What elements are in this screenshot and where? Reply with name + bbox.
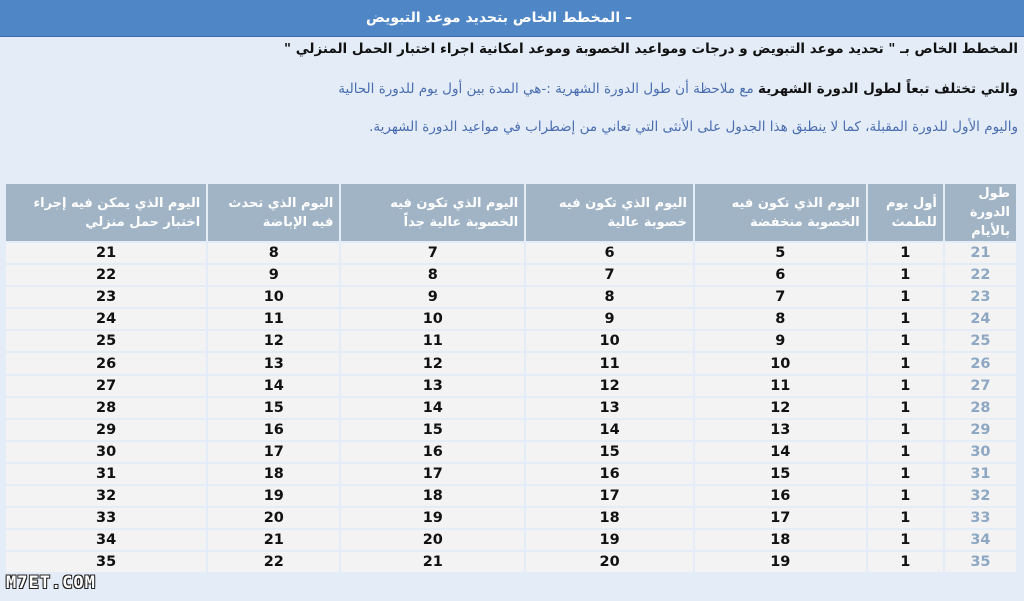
table-cell: 20 (341, 530, 524, 550)
table-row (6, 486, 1016, 506)
table-cell: 35 (945, 552, 1016, 572)
table-cell: 13 (341, 376, 524, 396)
table-cell: 9 (695, 331, 866, 351)
table-row (6, 287, 1016, 307)
table-cell: 1 (868, 287, 943, 307)
table-cell: 12 (526, 376, 693, 396)
table-cell: 21 (208, 530, 339, 550)
table-cell: 28 (945, 398, 1016, 418)
table-cell: 26 (6, 353, 206, 373)
table-cell: 1 (868, 265, 943, 285)
header-first-day: أول يوم للطمث (868, 184, 943, 241)
table-cell: 9 (341, 287, 524, 307)
table-cell: 1 (868, 398, 943, 418)
table-cell: 33 (945, 508, 1016, 528)
table-cell: 23 (945, 287, 1016, 307)
table-row (6, 353, 1016, 373)
table-cell: 5 (695, 243, 866, 263)
table-cell: 32 (945, 486, 1016, 506)
header-ovulation-day: اليوم الذي تحدث فيه الإباضة (208, 184, 339, 241)
table-cell: 6 (526, 243, 693, 263)
table-cell: 12 (208, 331, 339, 351)
intro-line-2-bold: والتي تختلف تبعاً لطول الدورة الشهرية (758, 81, 1018, 97)
table-cell: 31 (945, 464, 1016, 484)
table-cell: 33 (6, 508, 206, 528)
table-cell: 24 (945, 309, 1016, 329)
table-cell: 1 (868, 530, 943, 550)
page-header (0, 0, 1024, 37)
table-cell: 7 (341, 243, 524, 263)
table-cell: 13 (208, 353, 339, 373)
table-row (6, 464, 1016, 484)
table-row (6, 442, 1016, 462)
table-cell: 8 (695, 309, 866, 329)
table-cell: 17 (526, 486, 693, 506)
table-cell: 11 (695, 376, 866, 396)
intro-text (6, 38, 1018, 136)
table-cell: 35 (6, 552, 206, 572)
table-cell: 8 (526, 287, 693, 307)
table-body (6, 243, 1016, 572)
table-cell: 7 (695, 287, 866, 307)
table-cell: 10 (341, 309, 524, 329)
table-cell: 14 (695, 442, 866, 462)
table-cell: 1 (868, 331, 943, 351)
table-cell: 19 (695, 552, 866, 572)
table-cell: 13 (526, 398, 693, 418)
table-cell: 1 (868, 486, 943, 506)
table-cell: 18 (695, 530, 866, 550)
table-cell: 30 (6, 442, 206, 462)
table-cell: 18 (526, 508, 693, 528)
table-cell: 1 (868, 552, 943, 572)
table-cell: 15 (208, 398, 339, 418)
table-row (6, 376, 1016, 396)
table-cell: 6 (695, 265, 866, 285)
table-row (6, 309, 1016, 329)
table-cell: 17 (208, 442, 339, 462)
table-cell: 16 (341, 442, 524, 462)
intro-line-1: المخطط الخاص بـ " تحديد موعد التبويض و درجات ومواعيد الخصوبة وموعد امكانية اجراء اختبار الحمل المنزلي " (284, 41, 1018, 57)
table-cell: 8 (341, 265, 524, 285)
header-high-fertility: اليوم الذي تكون فيه خصوبة عالية (526, 184, 693, 241)
table-cell: 22 (945, 265, 1016, 285)
table-cell: 34 (945, 530, 1016, 550)
table-row (6, 530, 1016, 550)
table-cell: 27 (945, 376, 1016, 396)
header-title: – المخطط الخاص بتحديد موعد التبويض (366, 10, 632, 26)
header-pregnancy-test-day: اليوم الذي يمكن فيه إجراء اختبار حمل منزلي (6, 184, 206, 241)
table-cell: 29 (6, 420, 206, 440)
table-row (6, 265, 1016, 285)
intro-line-2-rest: مع ملاحظة أن طول الدورة الشهرية :-هي المدة بين أول يوم للدورة الحالية (338, 81, 759, 97)
table-cell: 7 (526, 265, 693, 285)
table-row (6, 243, 1016, 263)
table-cell: 34 (6, 530, 206, 550)
table-cell: 31 (6, 464, 206, 484)
table-cell: 1 (868, 464, 943, 484)
table-cell: 19 (341, 508, 524, 528)
table-cell: 12 (695, 398, 866, 418)
table-row (6, 420, 1016, 440)
table-cell: 18 (208, 464, 339, 484)
table-cell: 19 (526, 530, 693, 550)
table-row (6, 508, 1016, 528)
header-very-high-fertility: اليوم الذي تكون فيه الخصوبة عالية جداً (341, 184, 524, 241)
table-cell: 30 (945, 442, 1016, 462)
table-cell: 11 (341, 331, 524, 351)
table-cell: 1 (868, 353, 943, 373)
table-row (6, 398, 1016, 418)
intro-line-3: واليوم الأول للدورة المقبلة، كما لا ينطبق هذا الجدول على الأنثى التي تعاني من إضطراب في مواعيد الدورة الشهرية. (369, 119, 1018, 135)
table-cell: 12 (341, 353, 524, 373)
table-cell: 29 (945, 420, 1016, 440)
table-cell: 18 (341, 486, 524, 506)
table-cell: 20 (526, 552, 693, 572)
table-cell: 11 (526, 353, 693, 373)
table-cell: 16 (208, 420, 339, 440)
table-cell: 32 (6, 486, 206, 506)
table-cell: 22 (6, 265, 206, 285)
table-cell: 14 (526, 420, 693, 440)
table-cell: 9 (208, 265, 339, 285)
table-cell: 22 (208, 552, 339, 572)
table-row (6, 552, 1016, 572)
table-cell: 17 (695, 508, 866, 528)
header-low-fertility: اليوم الذي تكون فيه الخصوبة منخفضة (695, 184, 866, 241)
table-cell: 19 (208, 486, 339, 506)
table-cell: 21 (6, 243, 206, 263)
table-cell: 26 (945, 353, 1016, 373)
table-cell: 11 (208, 309, 339, 329)
table-cell: 16 (526, 464, 693, 484)
table-cell: 15 (695, 464, 866, 484)
table-header-row (6, 184, 1016, 241)
table-cell: 14 (341, 398, 524, 418)
table-cell: 14 (208, 376, 339, 396)
table-cell: 10 (208, 287, 339, 307)
table-cell: 27 (6, 376, 206, 396)
table-cell: 21 (341, 552, 524, 572)
ovulation-table (4, 182, 1018, 574)
table-cell: 24 (6, 309, 206, 329)
table-cell: 10 (526, 331, 693, 351)
table-cell: 21 (945, 243, 1016, 263)
header-cycle-length: طول الدورة بالأيام (945, 184, 1016, 241)
table-cell: 23 (6, 287, 206, 307)
table-cell: 8 (208, 243, 339, 263)
table-cell: 16 (695, 486, 866, 506)
table-cell: 10 (695, 353, 866, 373)
table-cell: 1 (868, 420, 943, 440)
table-cell: 9 (526, 309, 693, 329)
intro-line-2 (6, 80, 1018, 98)
table-cell: 25 (945, 331, 1016, 351)
table-cell: 15 (341, 420, 524, 440)
table-cell: 25 (6, 331, 206, 351)
table-cell: 17 (341, 464, 524, 484)
table-cell: 1 (868, 309, 943, 329)
table-cell: 1 (868, 508, 943, 528)
table-cell: 28 (6, 398, 206, 418)
site-watermark: M7ET.COM (6, 573, 96, 593)
table-cell: 15 (526, 442, 693, 462)
table-cell: 1 (868, 243, 943, 263)
table-cell: 20 (208, 508, 339, 528)
table-cell: 1 (868, 376, 943, 396)
table-row (6, 331, 1016, 351)
table-cell: 13 (695, 420, 866, 440)
table-cell: 1 (868, 442, 943, 462)
